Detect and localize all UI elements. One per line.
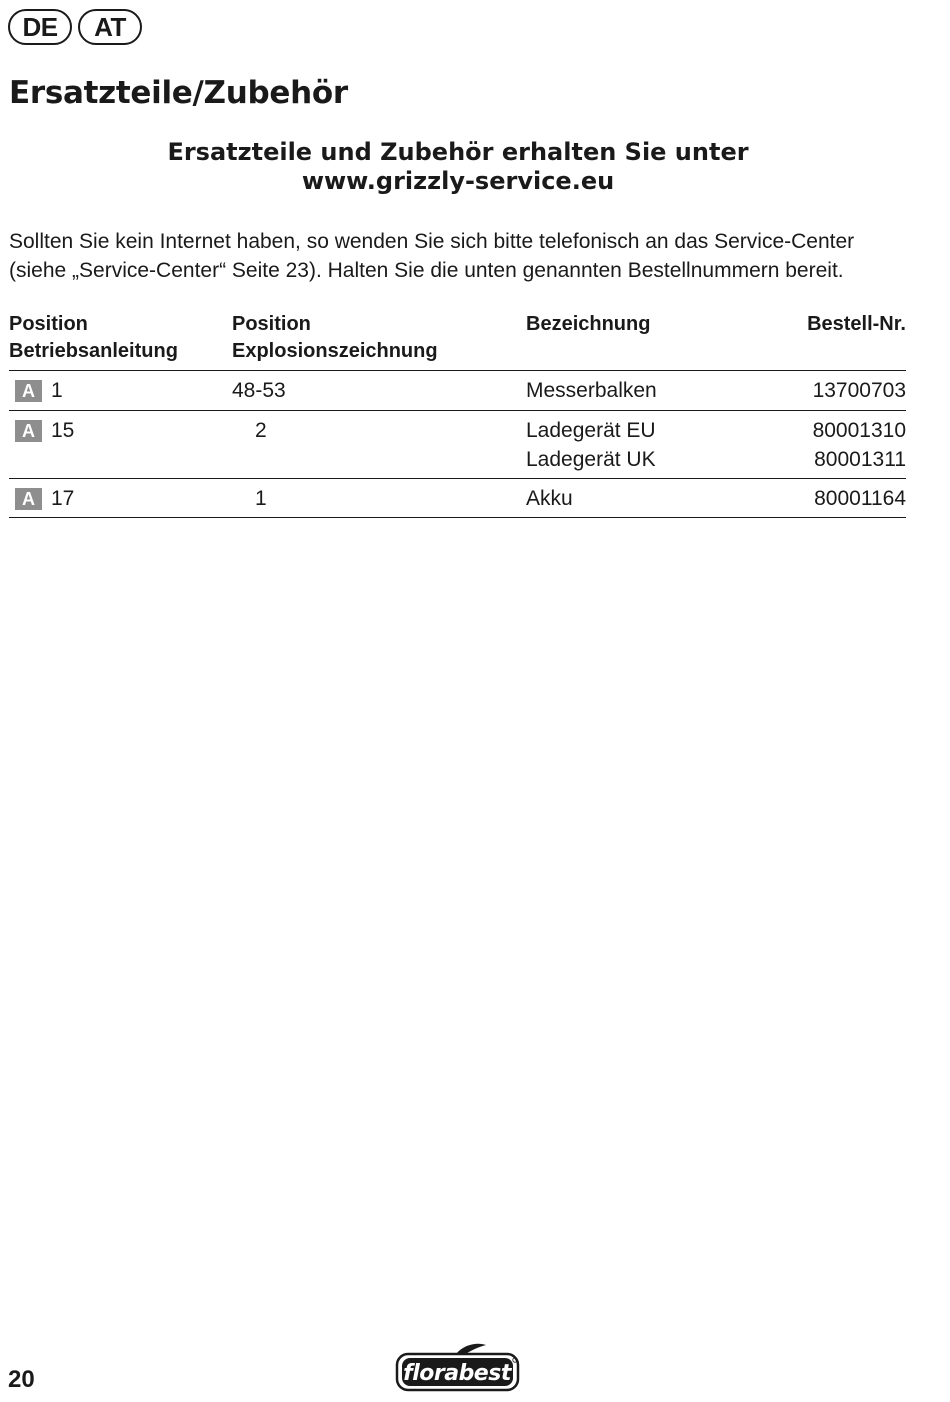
figure-a-marker: A — [15, 380, 42, 402]
table-row — [9, 411, 906, 479]
position-manual-value: 15 — [51, 419, 75, 442]
part-name: Ladegerät UK — [526, 448, 656, 471]
order-number: 80001164 — [814, 487, 906, 510]
header-order-number: Bestell-Nr. — [807, 313, 906, 335]
header-description: Bezeichnung — [526, 313, 651, 335]
table-row — [9, 371, 906, 411]
row-position-manual — [9, 484, 74, 513]
florabest-logo — [394, 1342, 522, 1394]
order-number: 13700703 — [812, 379, 906, 402]
order-number: 80001311 — [814, 448, 906, 471]
intro-paragraph — [9, 227, 919, 285]
figure-a-marker: A — [15, 420, 42, 442]
order-numbers — [813, 416, 906, 474]
spare-parts-table — [9, 311, 906, 518]
language-badge-at: AT — [78, 9, 142, 45]
table-row — [9, 479, 906, 518]
page-number: 20 — [8, 1366, 35, 1393]
part-names — [526, 416, 656, 474]
position-explosion-value: 1 — [255, 487, 267, 510]
header-text: Position — [232, 313, 311, 335]
figure-a-marker: A — [15, 488, 42, 510]
row-position-manual — [9, 416, 74, 445]
header-text: Betriebsanleitung — [9, 340, 178, 362]
header-position-explosion — [232, 311, 438, 365]
language-badges — [8, 9, 142, 45]
intro-line-2: (siehe „Service-Center“ Seite 23). Halten Sie die unten genannten Bestellnummern bereit. — [9, 259, 844, 282]
part-name: Messerbalken — [526, 379, 657, 402]
spare-parts-notice-line: Ersatzteile und Zubehör erhalten Sie unter — [167, 138, 749, 166]
header-position-manual — [9, 311, 178, 365]
intro-line-1: Sollten Sie kein Internet haben, so wenden Sie sich bitte telefonisch an das Service-Center — [9, 230, 855, 253]
order-number: 80001310 — [812, 419, 906, 442]
position-explosion-value: 48-53 — [232, 379, 286, 402]
language-badge-de: DE — [8, 9, 72, 45]
spare-parts-notice — [0, 138, 916, 196]
position-manual-value: 1 — [51, 379, 63, 402]
header-text: Position — [9, 313, 88, 335]
row-position-manual — [9, 376, 63, 405]
position-manual-value: 17 — [51, 487, 75, 510]
service-url: www.grizzly-service.eu — [301, 167, 615, 195]
table-header — [9, 311, 906, 371]
header-text: Explosionszeichnung — [232, 340, 438, 362]
page-title: Ersatzteile/Zubehör — [9, 75, 348, 111]
part-name: Akku — [526, 487, 573, 510]
part-name: Ladegerät EU — [526, 419, 656, 442]
svg-text:florabest: florabest — [403, 1361, 511, 1386]
position-explosion-value: 2 — [255, 419, 267, 442]
